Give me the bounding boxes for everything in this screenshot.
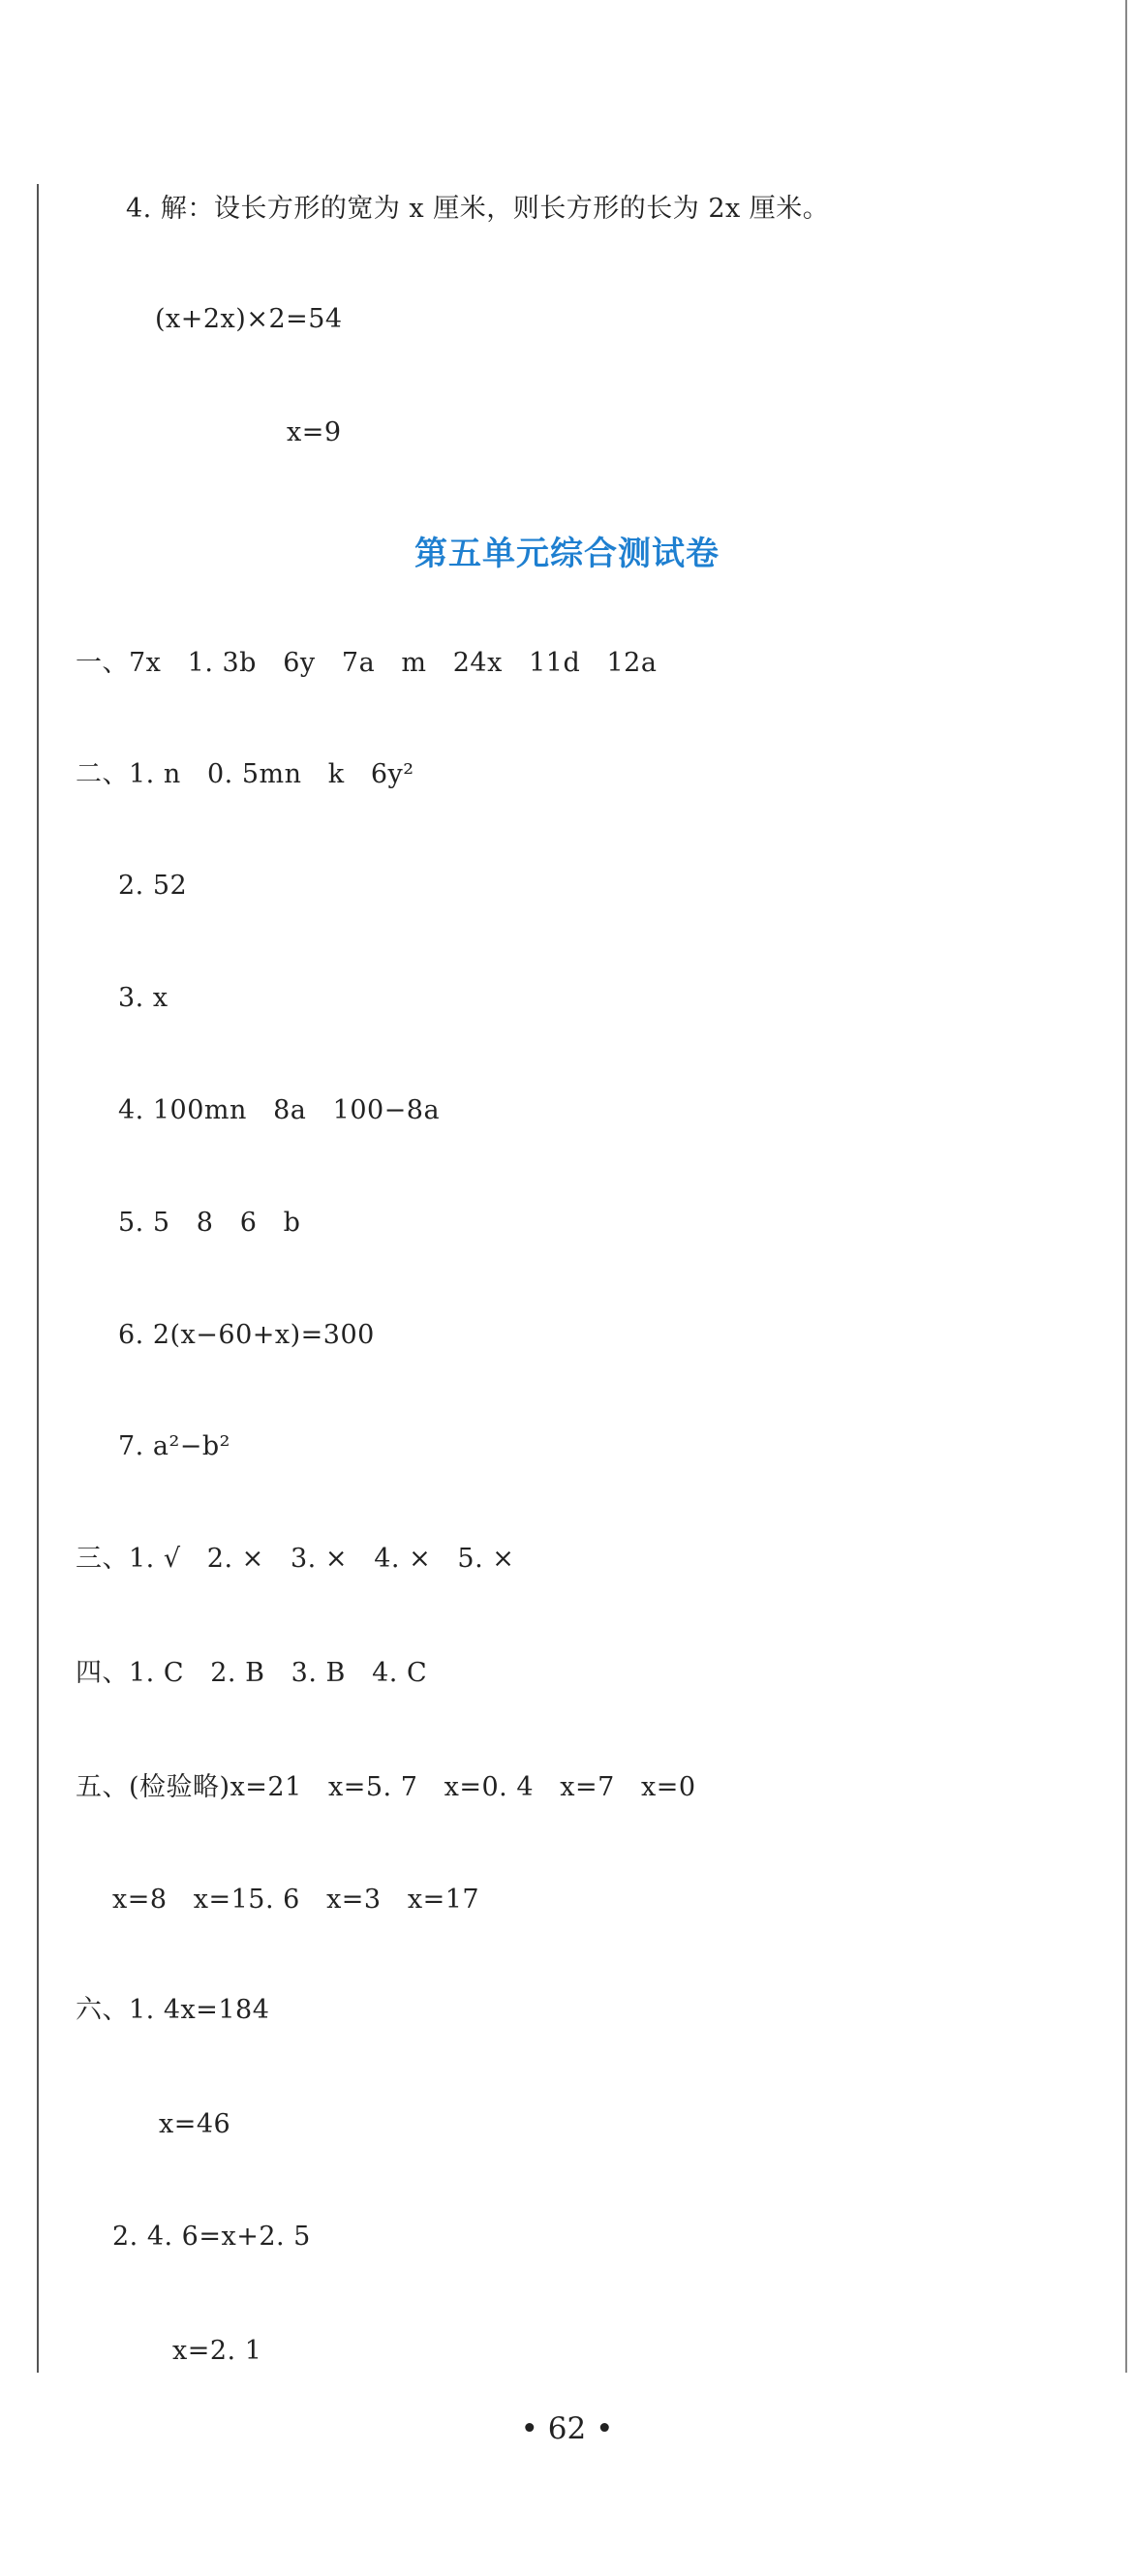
right-margin-rule bbox=[1125, 0, 1127, 2373]
page-number: • 62 • bbox=[520, 2411, 614, 2446]
part-six-q1: 六、1. 4x=184 bbox=[76, 1995, 270, 2025]
part-two-q5: 5. 5 8 6 b bbox=[118, 1208, 301, 1238]
part-six-q2: 2. 4. 6=x+2. 5 bbox=[112, 2222, 311, 2252]
section-title: 第五单元综合测试卷 bbox=[414, 535, 720, 573]
part-five-answers-continued: x=8 x=15. 6 x=3 x=17 bbox=[112, 1885, 480, 1915]
equation-line: (x+2x)×2=54 bbox=[155, 304, 343, 334]
part-two-q3: 3. x bbox=[118, 983, 169, 1013]
part-two-q4: 4. 100mn 8a 100−8a bbox=[118, 1095, 441, 1125]
part-six-q1-solution: x=46 bbox=[159, 2109, 231, 2139]
solution-line: x=9 bbox=[287, 417, 342, 447]
part-six-q2-solution: x=2. 1 bbox=[172, 2336, 262, 2366]
part-two-q7: 7. a²−b² bbox=[118, 1431, 230, 1461]
part-two-q6: 6. 2(x−60+x)=300 bbox=[118, 1320, 375, 1350]
part-two-q1: 二、1. n 0. 5mn k 6y² bbox=[76, 759, 414, 789]
part-three-answers: 三、1. √ 2. × 3. × 4. × 5. × bbox=[76, 1544, 515, 1574]
left-margin-rule bbox=[37, 184, 39, 2373]
part-five-answers: 五、(检验略)x=21 x=5. 7 x=0. 4 x=7 x=0 bbox=[76, 1772, 696, 1802]
part-two-q2: 2. 52 bbox=[118, 871, 188, 901]
part-one-answers: 一、7x 1. 3b 6y 7a m 24x 11d 12a bbox=[76, 648, 658, 678]
answer-line-4: 4. 解：设长方形的宽为 x 厘米，则长方形的长为 2x 厘米。 bbox=[126, 194, 830, 224]
part-four-answers: 四、1. C 2. B 3. B 4. C bbox=[76, 1658, 428, 1688]
